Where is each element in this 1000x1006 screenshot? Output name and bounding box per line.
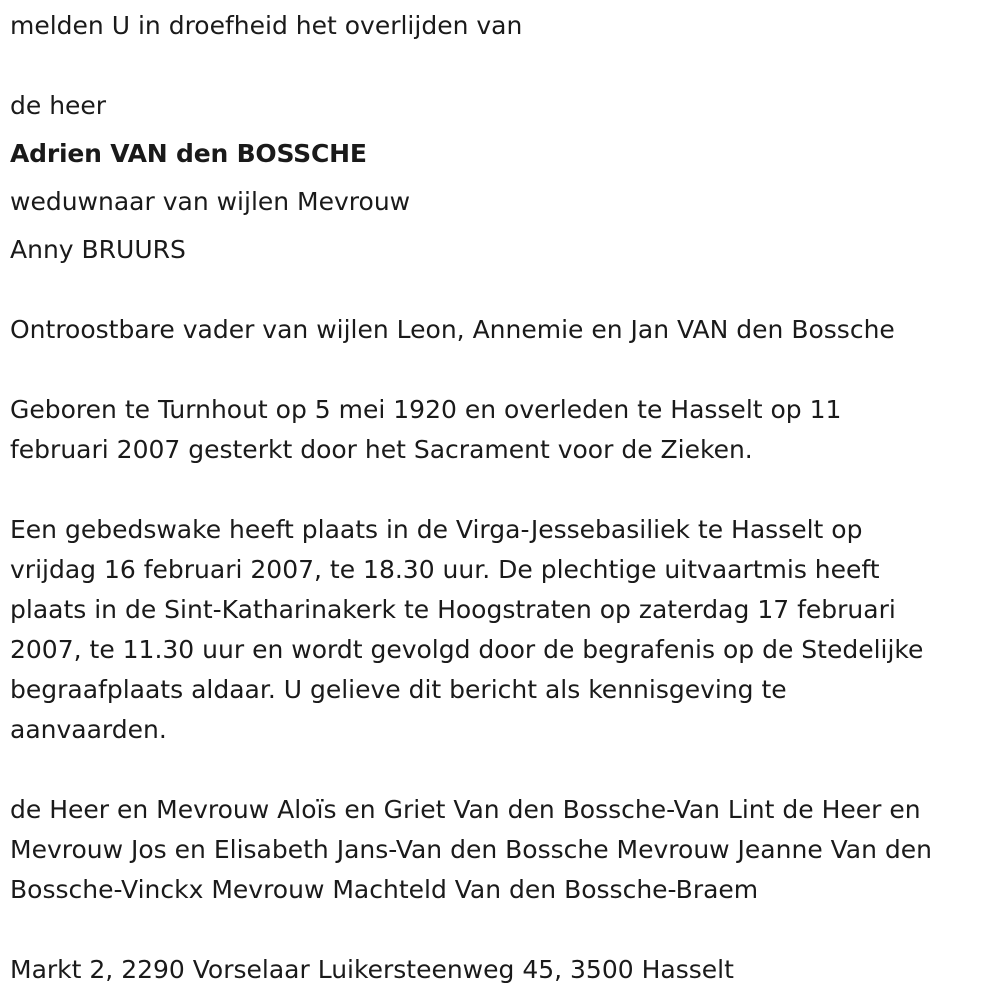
paragraph-line: de Heer en Mevrouw Aloïs en Griet Van den Bossche-Van Lint de Heer en xyxy=(10,795,921,824)
spacer xyxy=(10,470,995,510)
paragraph-line: Mevrouw Jos en Elisabeth Jans-Van den Bossche Mevrouw Jeanne Van den xyxy=(10,835,933,864)
spacer xyxy=(10,174,995,182)
paragraph-line: plaats in de Sint-Katharinakerk te Hoogstraten op zaterdag 17 februari xyxy=(10,595,896,624)
paragraph-line: begraafplaats aldaar. U gelieve dit bericht als kennisgeving te xyxy=(10,675,787,704)
paragraph-line: aanvaarden. xyxy=(10,715,167,744)
addresses-line: Markt 2, 2290 Vorselaar Luikersteenweg 45, 3500 Hasselt xyxy=(10,955,734,984)
spacer xyxy=(10,270,995,310)
spacer xyxy=(10,910,995,950)
paragraph-line: Een gebedswake heeft plaats in de Virga-Jessebasiliek te Hasselt op xyxy=(10,515,863,544)
paragraph-line: februari 2007 gesterkt door het Sacrament voor de Zieken. xyxy=(10,435,753,464)
paragraph-line: vrijdag 16 februari 2007, te 18.30 uur. De plechtige uitvaartmis heeft xyxy=(10,555,880,584)
paragraph-line: Geboren te Turnhout op 5 mei 1920 en overleden te Hasselt op 11 xyxy=(10,395,842,424)
spouse-name: Anny BRUURS xyxy=(10,235,186,264)
widower-line: weduwnaar van wijlen Mevrouw xyxy=(10,187,411,216)
family-paragraph xyxy=(10,790,995,910)
paragraph-line: Bossche-Vinckx Mevrouw Machteld Van den Bossche-Braem xyxy=(10,875,759,904)
intro-line: melden U in droefheid het overlijden van xyxy=(10,11,523,40)
paragraph-line: 2007, te 11.30 uur en wordt gevolgd door de begrafenis op de Stedelijke xyxy=(10,635,924,664)
children-line: Ontroostbare vader van wijlen Leon, Annemie en Jan VAN den Bossche xyxy=(10,315,895,344)
salutation: de heer xyxy=(10,91,107,120)
spacer xyxy=(10,126,995,134)
spacer xyxy=(10,222,995,230)
birth-death-paragraph xyxy=(10,390,995,470)
spacer xyxy=(10,46,995,86)
death-notice xyxy=(10,6,995,990)
spacer xyxy=(10,350,995,390)
ceremony-paragraph xyxy=(10,510,995,750)
deceased-name: Adrien VAN den BOSSCHE xyxy=(10,139,367,168)
spacer xyxy=(10,750,995,790)
